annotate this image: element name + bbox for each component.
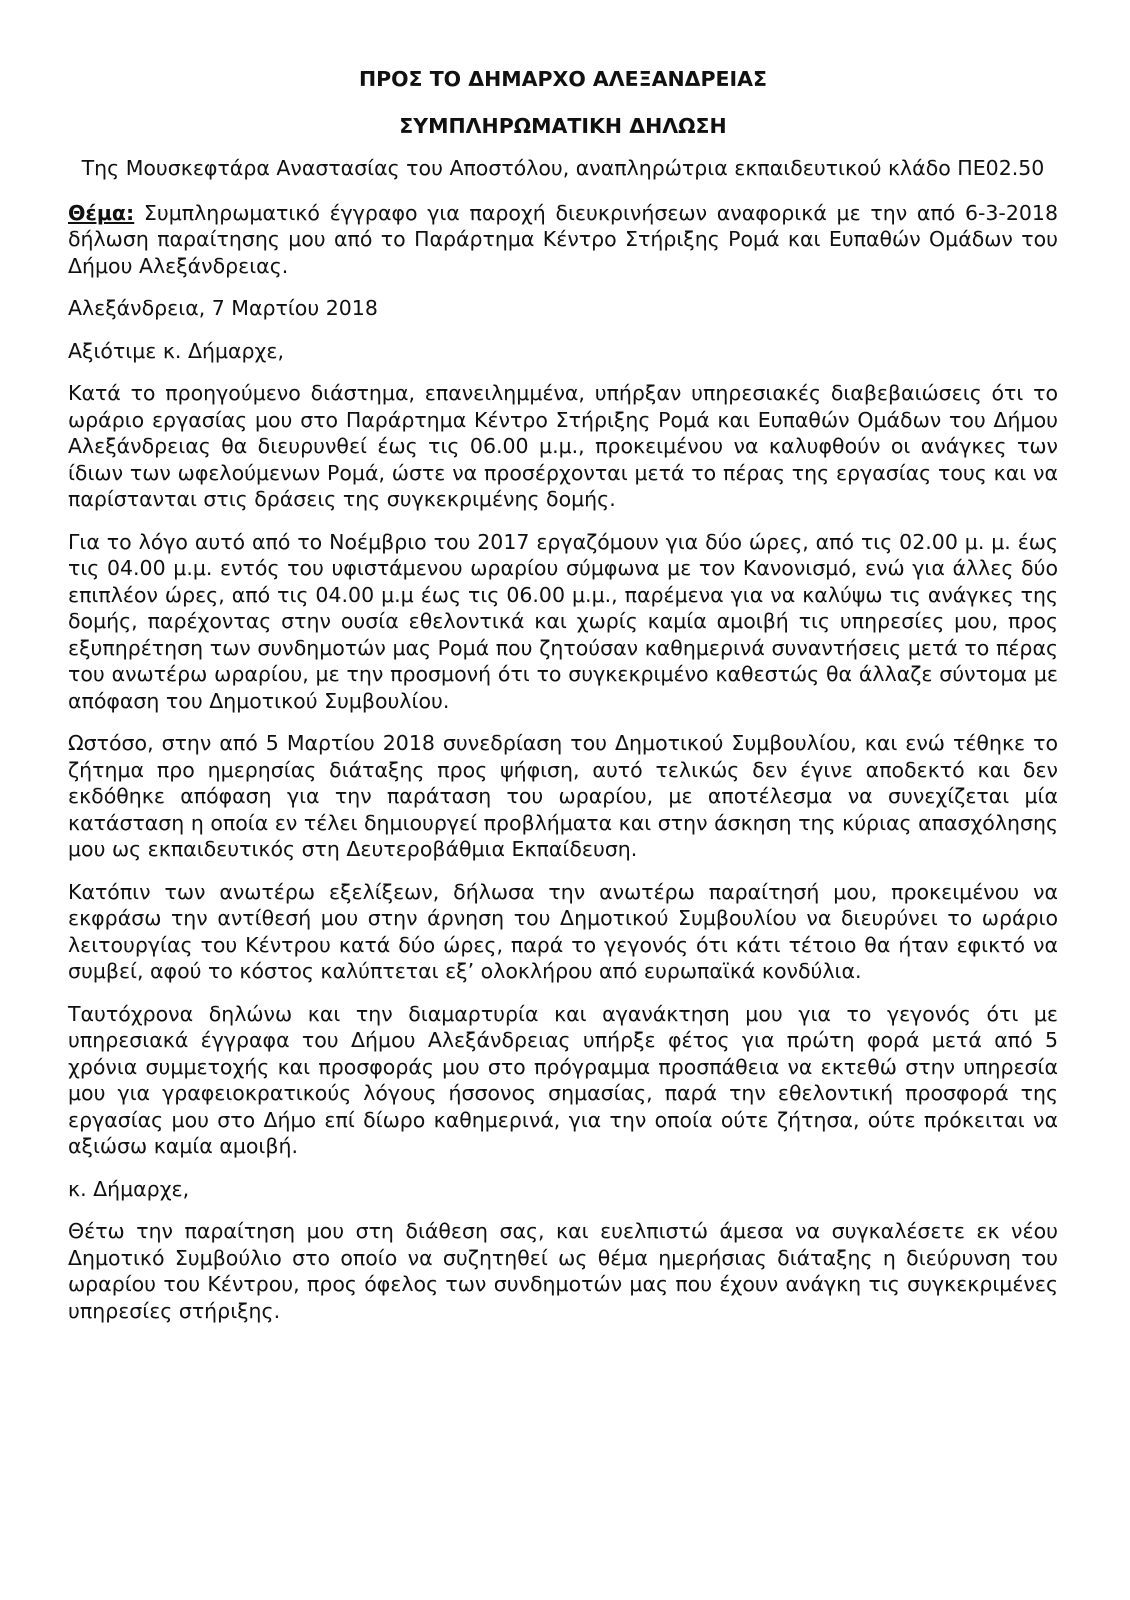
body-paragraph-5: Ταυτόχρονα δηλώνω και την διαμαρτυρία και αγανάκτηση μου για το γεγονός ότι με υπηρεσιακά έγγραφα του Δήμου Αλεξάνδρειας υπήρξε φέτος για πρώτη φορά μετά από 5 χρόνια συμμετοχής και προσφοράς μου στο πρόγραμμα προσπάθεια να εκτεθώ στην υπηρεσία μου για γραφειοκρατικούς λόγους ήσσονος σημασίας, παρά την εθελοντική προσφορά της εργασίας μου στο Δήμο επί δίωρο καθημερινά, για την οποία ούτε ζήτησα, ούτε πρόκειται να αξιώσω καμία αμοιβή. — [68, 1001, 1058, 1158]
closing-salutation: κ. Δήμαρχε, — [68, 1176, 190, 1201]
body-paragraph-4: Κατόπιν των ανωτέρω εξελίξεων, δήλωσα την ανωτέρω παραίτησή μου, προκειμένου να εκφράσω την αντίθεσή μου στην άρνηση του Δημοτικού Συμβουλίου να διευρύνει το ωράριο λειτουργίας του Κέντρου κατά δύο ώρες, παρά το γεγονός ότι κάτι τέτοιο θα ήταν εφικτό να συμβεί, αφού το κόστος καλύπτεται εξ’ ολοκλήρου από ευρωπαϊκά κονδύλια. — [68, 879, 1058, 983]
body-paragraph-2: Για το λόγο αυτό από το Νοέμβριο του 2017 εργαζόμουν για δύο ώρες, από τις 02.00 μ. μ. έως τις 04.00 μ.μ. εντός του υφιστάμενου ωραρίου σύμφωνα με τον Κανονισμό, ενώ για άλλες δύο επιπλέον ώρες, από τις 04.00 μ.μ έως τις 06.00 μ.μ., παρέμενα για να καλύψω τις ανάγκες της δομής, παρέχοντας στην ουσία εθελοντικά και χωρίς καμία αμοιβή τις υπηρεσίες μου, προς εξυπηρέτηση των συνδημοτών μας Ρομά που ζητούσαν καθημερινά συναντήσεις μετά το πέρας του ανωτέρω ωραρίου, με την προσμονή ότι το συγκεκριμένο καθεστώς θα άλλαζε σύντομα με απόφαση του Δημοτικού Συμβουλίου. — [68, 529, 1058, 713]
body-paragraph-3: Ωστόσο, στην από 5 Μαρτίου 2018 συνεδρίαση του Δημοτικού Συμβουλίου, και ενώ τέθηκε το ζήτημα προ ημερησίας διάταξης προς ψήφιση, αυτό τελικώς δεν έγινε αποδεκτό και δεν εκδόθηκε απόφαση για την παράταση του ωραρίου, με αποτέλεσμα να συνεχίζεται μία κατάσταση η οποία εν τέλει δημιουργεί προβλήματα και στην άσκηση της κύριας απασχόλησης μου ως εκπαιδευτικός στη Δευτεροβάθμια Εκπαίδευση. — [68, 731, 1058, 861]
document-title: ΣΥΜΠΛΗΡΩΜΑΤΙΚΗ ΔΗΛΩΣΗ — [399, 113, 727, 138]
date-line: Αλεξάνδρεια, 7 Μαρτίου 2018 — [68, 296, 378, 320]
sender-line: Της Μουσκεφτάρα Αναστασίας του Αποστόλου, αναπληρώτρια εκπαιδευτικού κλάδο ΠΕ02.50 — [81, 156, 1045, 180]
salutation: Αξιότιμε κ. Δήμαρχε, — [68, 338, 284, 363]
subject-label: Θέμα: — [68, 200, 135, 225]
body-paragraph-1: Κατά το προηγούμενο διάστημα, επανειλημμένα, υπήρξαν υπηρεσιακές διαβεβαιώσεις ότι το ωράριο εργασίας μου στο Παράρτημα Κέντρο Στήριξης Ρομά και Ευπαθών Ομάδων του Δήμου Αλεξάνδρειας θα διευρυνθεί έως τις 06.00 μ.μ., προκειμένου να καλυφθούν οι ανάγκες των ίδιων των ωφελούμενων Ρομά, ώστε να προσέρχονται μετά το πέρας της εργασίας τους και να παρίστανται στις δράσεις της συγκεκριμένης δομής. — [68, 381, 1058, 511]
final-paragraph: Θέτω την παραίτηση μου στη διάθεση σας, και ευελπιστώ άμεσα να συγκαλέσετε εκ νέου Δημοτικό Συμβούλιο στο οποίο να συζητηθεί ως θέμα ημερήσιας διάταξης η διεύρυνση του ωραρίου του Κέντρου, προς όφελος των συνδημοτών μας που έχουν ανάγκη τις συγκεκριμένες υπηρεσίες στήριξης. — [68, 1219, 1058, 1323]
subject-text: Συμπληρωματικό έγγραφο για παροχή διευκρινήσεων αναφορικά με την από 6-3-2018 δήλωση παραίτησης μου από το Παράρτημα Κέντρο Στήριξης Ρομά και Ευπαθών Ομάδων του Δήμου Αλεξάνδρειας. — [68, 200, 1058, 278]
addressee-heading: ΠΡΟΣ ΤΟ ΔΗΜΑΡΧΟ ΑΛΕΞΑΝΔΡΕΙΑΣ — [358, 67, 768, 91]
subject-paragraph — [68, 200, 1058, 280]
